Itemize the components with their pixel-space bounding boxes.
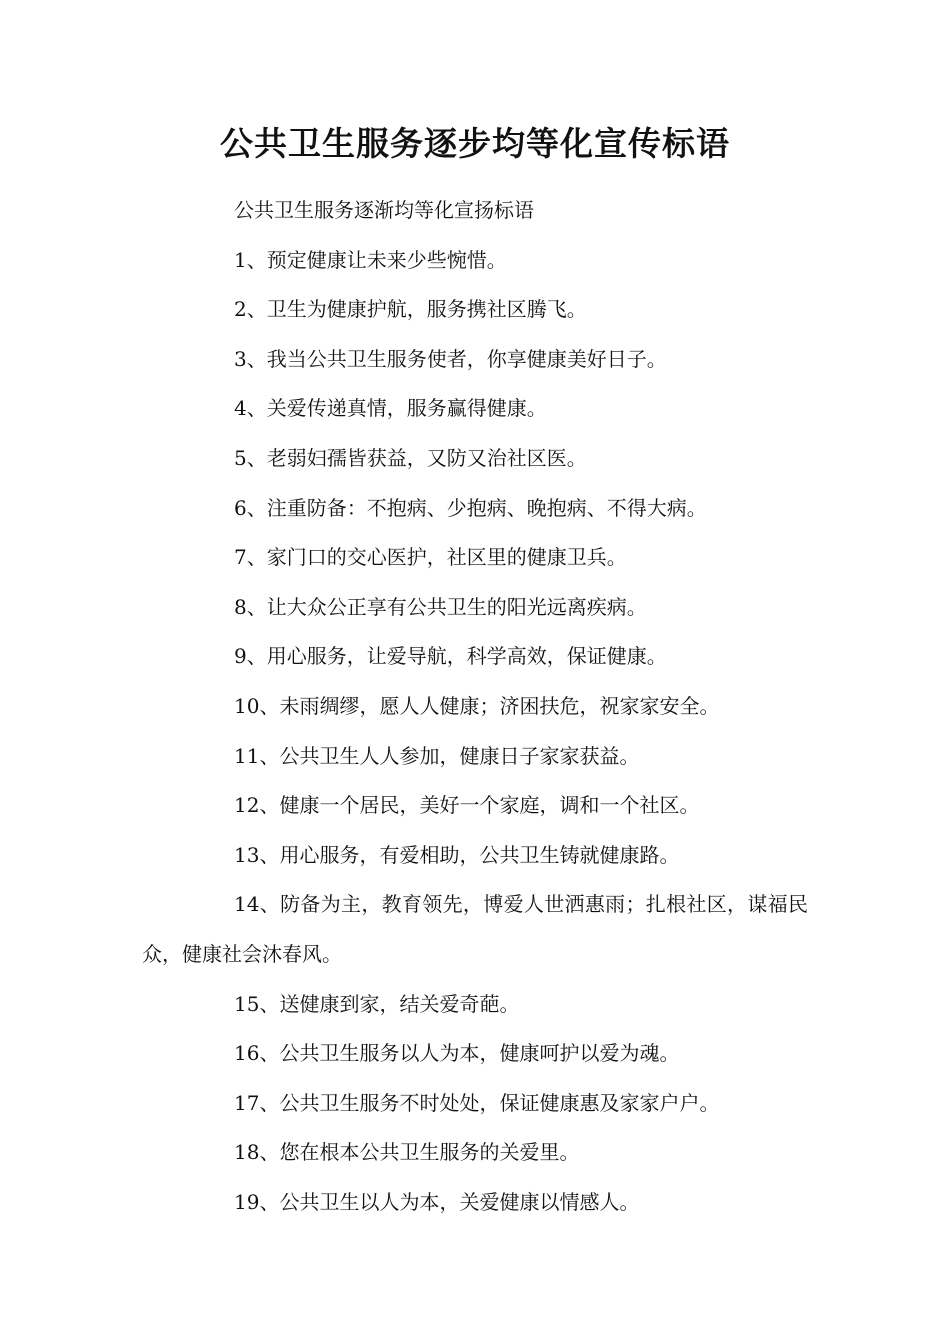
slogan-item: 4、关爱传递真情，服务赢得健康。 [234,396,547,421]
document-title: 公共卫生服务逐步均等化宣传标语 [220,124,730,163]
slogan-item: 16、公共卫生服务以人为本，健康呵护以爱为魂。 [234,1041,680,1066]
slogan-item: 3、我当公共卫生服务使者，你享健康美好日子。 [234,346,667,371]
slogan-item: 12、健康一个居民，美好一个家庭，调和一个社区。 [234,793,700,818]
slogan-item: 5、老弱妇孺皆获益，又防又治社区医。 [234,445,587,470]
slogan-item: 15、送健康到家，结关爱奇葩。 [234,991,520,1016]
slogan-item: 14、防备为主，教育领先，博爱人世洒惠雨；扎根社区，谋福民众，健康社会沐春风。 [142,892,808,966]
slogan-item: 8、让大众公正享有公共卫生的阳光远离疾病。 [234,594,647,619]
slogan-item: 6、注重防备：不抱病、少抱病、晚抱病、不得大病。 [234,495,707,520]
document-body [142,186,808,1227]
document-subtitle: 公共卫生服务逐渐均等化宣扬标语 [234,198,534,222]
slogan-item: 2、卫生为健康护航，服务携社区腾飞。 [234,297,587,322]
slogan-item: 9、用心服务，让爱导航，科学高效，保证健康。 [234,644,667,669]
slogan-item: 18、您在根本公共卫生服务的关爱里。 [234,1140,580,1165]
slogan-item: 11、公共卫生人人参加，健康日子家家获益。 [234,743,640,768]
slogan-item: 17、公共卫生服务不时处处，保证健康惠及家家户户。 [234,1090,720,1115]
slogan-item: 13、用心服务，有爱相助，公共卫生铸就健康路。 [234,842,680,867]
slogan-item: 19、公共卫生以人为本，关爱健康以情感人。 [234,1189,640,1214]
slogan-item: 1、预定健康让未来少些惋惜。 [234,247,507,272]
slogan-item: 7、家门口的交心医护，社区里的健康卫兵。 [234,545,627,570]
slogan-item: 10、未雨绸缪，愿人人健康；济困扶危，祝家家安全。 [234,693,720,718]
